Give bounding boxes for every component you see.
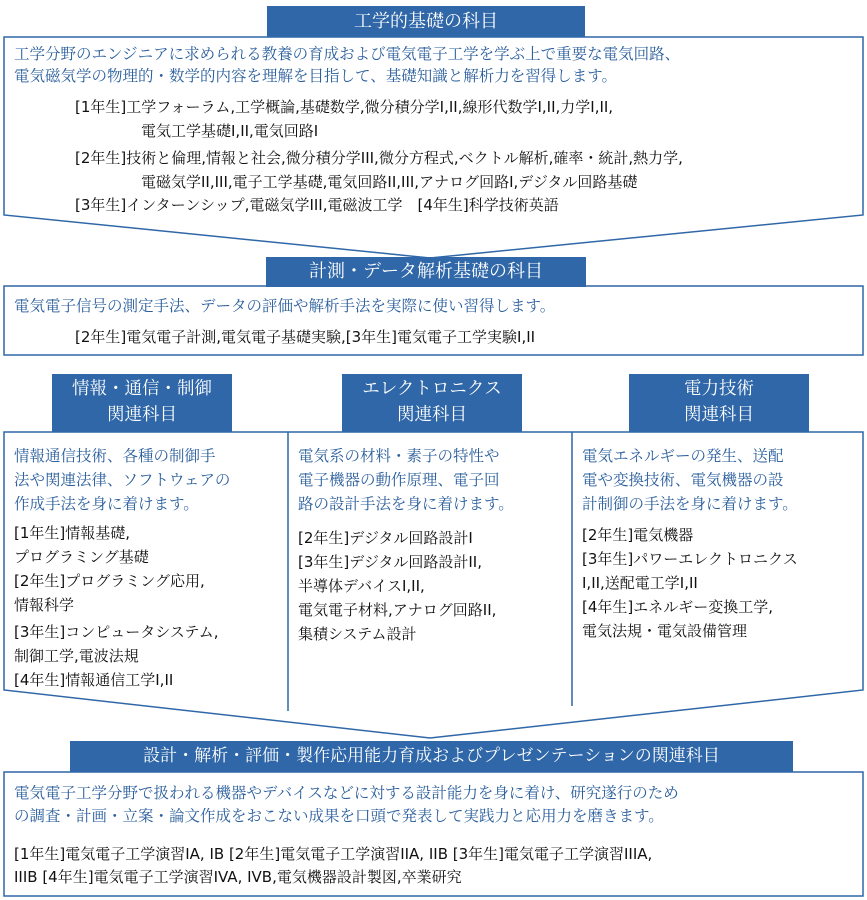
engineering-item-4: 電磁気学II,III,電子工学基礎,電気回路II,III,アナログ回路I,デジタル回路基礎 [141, 173, 638, 191]
electronics-item-2: [3年生]デジタル回路設計II, [298, 553, 482, 571]
electronics-item-3: 半導体デバイスI,II, [298, 577, 425, 595]
engineering-lead-1: 工学分野のエンジニアに求められる教養の育成および電気電子工学を学ぶ上で重要な電気回路、 [14, 45, 681, 63]
electronics-lead-3: 路の設計手法を身に着けます。 [298, 495, 514, 513]
engineering-item-5: [3年生]インターンシップ,電磁気学III,電磁波工学 [4年生]科学技術英語 [75, 196, 559, 214]
electronics-title-line-1: エレクトロニクス [362, 379, 502, 399]
engineering-item-1: [1年生]工学フォーラム,工学概論,基礎数学,微分積分学I,II,線形代数学I,II,力学I,II, [75, 98, 614, 116]
info-item-4: 情報科学 [14, 596, 75, 614]
power-lead-3: 計制御の手法を身に着けます。 [582, 495, 798, 513]
info-item-1: [1年生]情報基礎, [14, 524, 131, 542]
power-title-line-1: 電力技術 [684, 379, 754, 399]
electronics-title [342, 374, 522, 432]
info-title-line-1: 情報・通信・制御 [72, 379, 212, 399]
measurement-items: [2年生]電気電子計測,電気電子基礎実験,[3年生]電気電子工学実験I,II [75, 328, 536, 346]
power-item-2: [3年生]パワーエレクトロニクス [582, 550, 798, 568]
power-item-1: [2年生]電気機器 [582, 526, 694, 544]
power-lead-2: 電や変換技術、電気機器の設 [582, 471, 784, 489]
electronics-lead-1: 電気系の材料・素子の特性や [298, 447, 500, 465]
design-item-2: IIIB [4年生]電気電子工学演習IVA, IVB,電気機器設計製図,卒業研究 [14, 868, 462, 886]
measurement-lead: 電気電子信号の測定手法、データの評価や解析手法を実際に使い習得します。 [14, 297, 556, 315]
power-title-line-2: 関連科目 [684, 405, 754, 425]
info-title-line-2: 関連科目 [107, 405, 177, 425]
info-item-5: [3年生]コンピュータシステム, [14, 623, 219, 641]
engineering-lead-2: 電気磁気学の物理的・数学的内容を理解を目指して、基礎知識と解析力を習得します。 [14, 67, 617, 85]
power-title [629, 374, 809, 432]
design-item-1: [1年生]電気電子工学演習IA, IB [2年生]電気電子工学演習IIA, IIB [3年生]電気電子工学演習IIIA, [14, 845, 653, 863]
electronics-item-5: 集積システム設計 [298, 625, 417, 643]
electronics-item-1: [2年生]デジタル回路設計I [298, 529, 473, 547]
electronics-lead-2: 電子機器の動作原理、電子回 [298, 471, 500, 489]
engineering-item-2: 電気工学基礎I,II,電気回路I [141, 122, 319, 140]
engineering-title: 工学的基礎の科目 [267, 6, 585, 37]
design-lead-2: の調査・計画・立案・論文作成をおこない成果を口頭で発表して実践力と応用力を磨きます。 [14, 807, 664, 825]
info-title [52, 374, 232, 432]
electronics-item-4: 電気電子材料,アナログ回路II, [298, 601, 497, 619]
info-item-2: プログラミング基礎 [14, 548, 149, 566]
info-lead-3: 作成手法を身に着けます。 [14, 495, 199, 513]
power-lead-1: 電気エネルギーの発生、送配 [582, 447, 784, 465]
power-item-4: [4年生]エネルギー変換工学, [582, 598, 774, 616]
power-item-5: 電気法規・電気設備管理 [582, 622, 748, 640]
info-item-6: 制御工学,電波法規 [14, 647, 139, 665]
engineering-item-3: [2年生]技術と倫理,情報と社会,微分積分学III,微分方程式,ベクトル解析,確率・統計,熱力学, [75, 149, 683, 167]
info-lead-2: 法や関連法律、ソフトウェアの [14, 471, 231, 489]
measurement-title: 計測・データ解析基礎の科目 [266, 257, 586, 287]
info-item-7: [4年生]情報通信工学I,II [14, 671, 174, 689]
power-item-3: I,II,送配電工学I,II [582, 574, 698, 592]
info-item-3: [2年生]プログラミング応用, [14, 572, 205, 590]
design-title: 設計・解析・評価・製作応用能力育成およびプレゼンテーションの関連科目 [70, 741, 793, 772]
info-lead-1: 情報通信技術、各種の制御手 [14, 447, 216, 465]
electronics-title-line-2: 関連科目 [397, 405, 467, 425]
design-lead-1: 電気電子工学分野で扱われる機器やデバイスなどに対する設計能力を身に着け、研究遂行のため [14, 784, 679, 802]
